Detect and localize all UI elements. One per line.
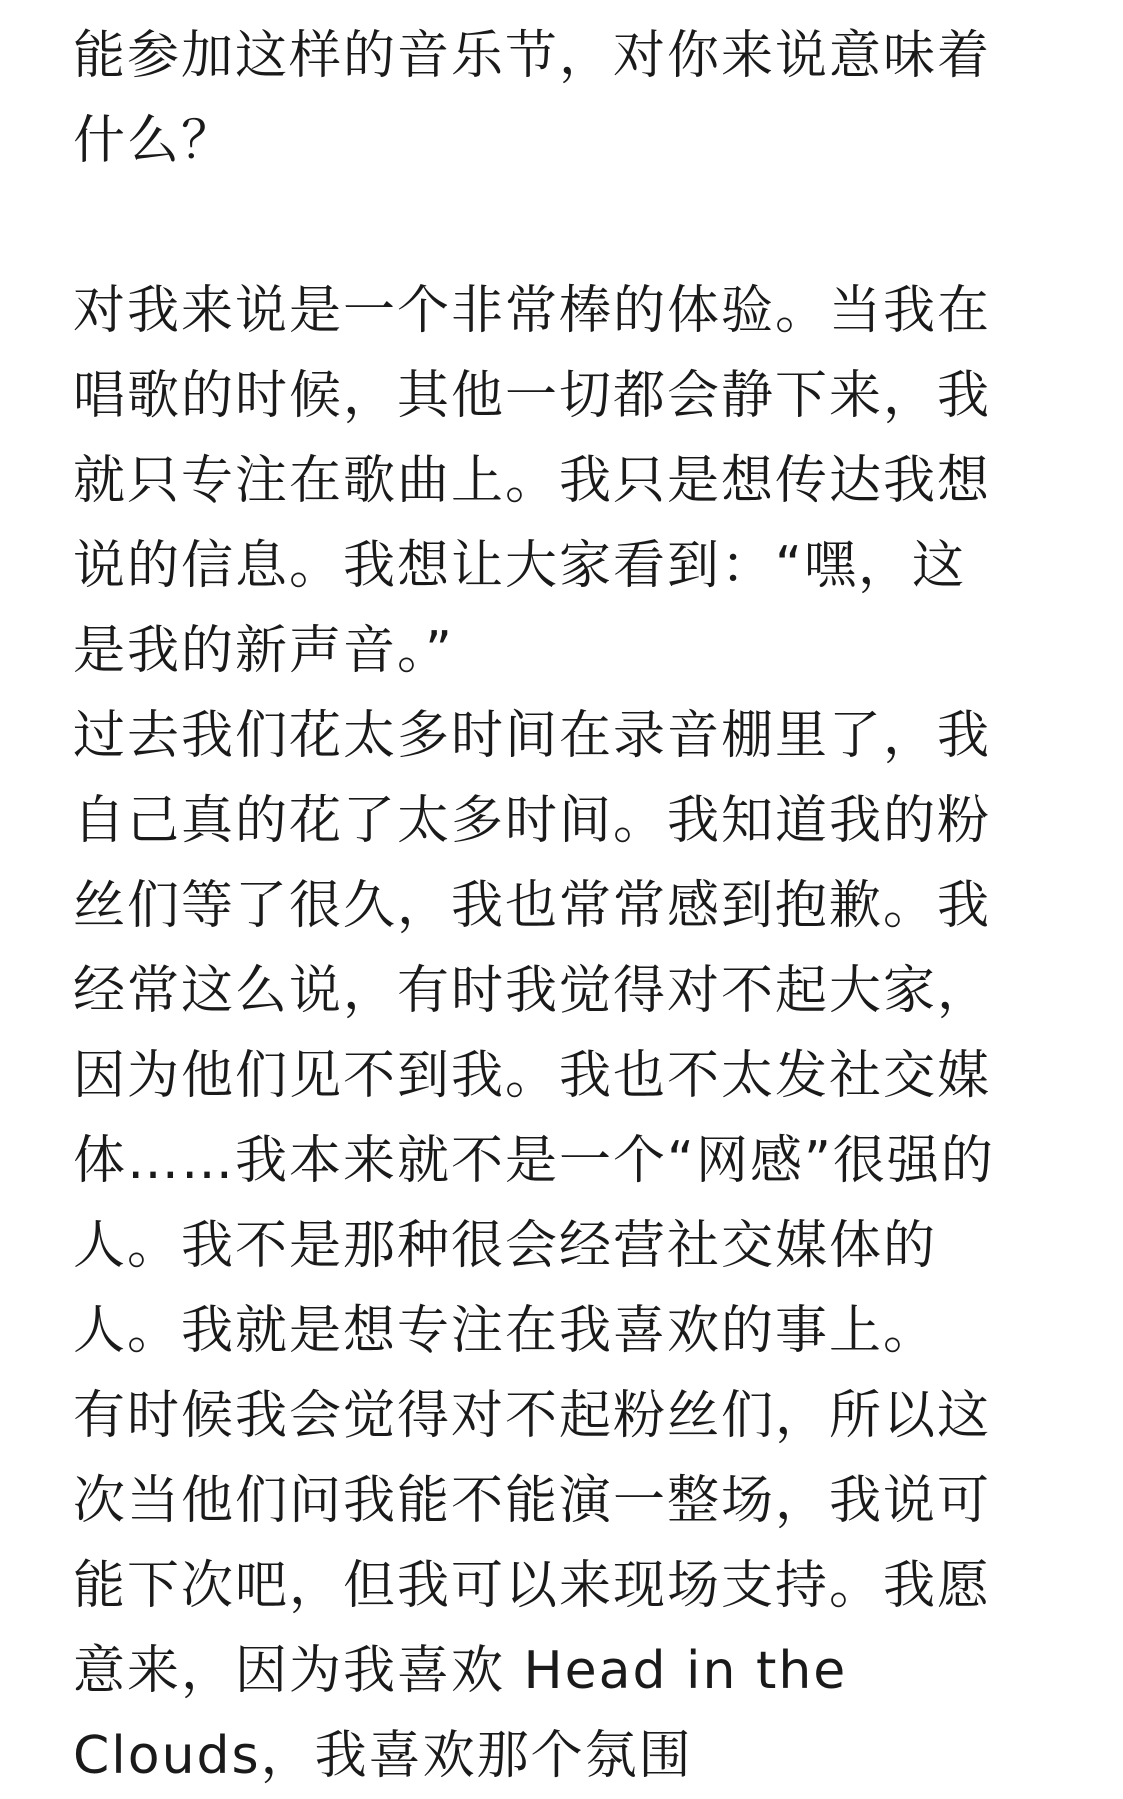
question-paragraph: 能参加这样的音乐节，对你来说意味着 什么？	[73, 26, 992, 171]
answer-paragraph-1: 对我来说是一个非常棒的体验。当我在 唱歌的时候，其他一切都会静下来，我 就只专注在歌曲上。我只是想传达我想 说的信息。我想让大家看到：“嘿，这 是我的新声音。”	[73, 281, 992, 681]
answer-paragraph-3: 有时候我会觉得对不起粉丝们，所以这 次当他们问我能不能演一整场，我说可 能下次吧，但我可以来现场支持。我愿 意来，因为我喜欢 Head in the Clouds，我喜欢那个氛围	[73, 1386, 992, 1786]
article-body	[73, 14, 1053, 1799]
answer-paragraph-2: 过去我们花太多时间在录音棚里了，我 自己真的花了太多时间。我知道我的粉 丝们等了很久，我也常常感到抱歉。我 经常这么说，有时我觉得对不起大家， 因为他们见不到我。我也不太发社交媒 体……我本来就不是一个“网感”很强的 人。我不是那种很会经营社交媒体的 人。我就是想专注在我喜欢的事上。	[73, 706, 995, 1361]
